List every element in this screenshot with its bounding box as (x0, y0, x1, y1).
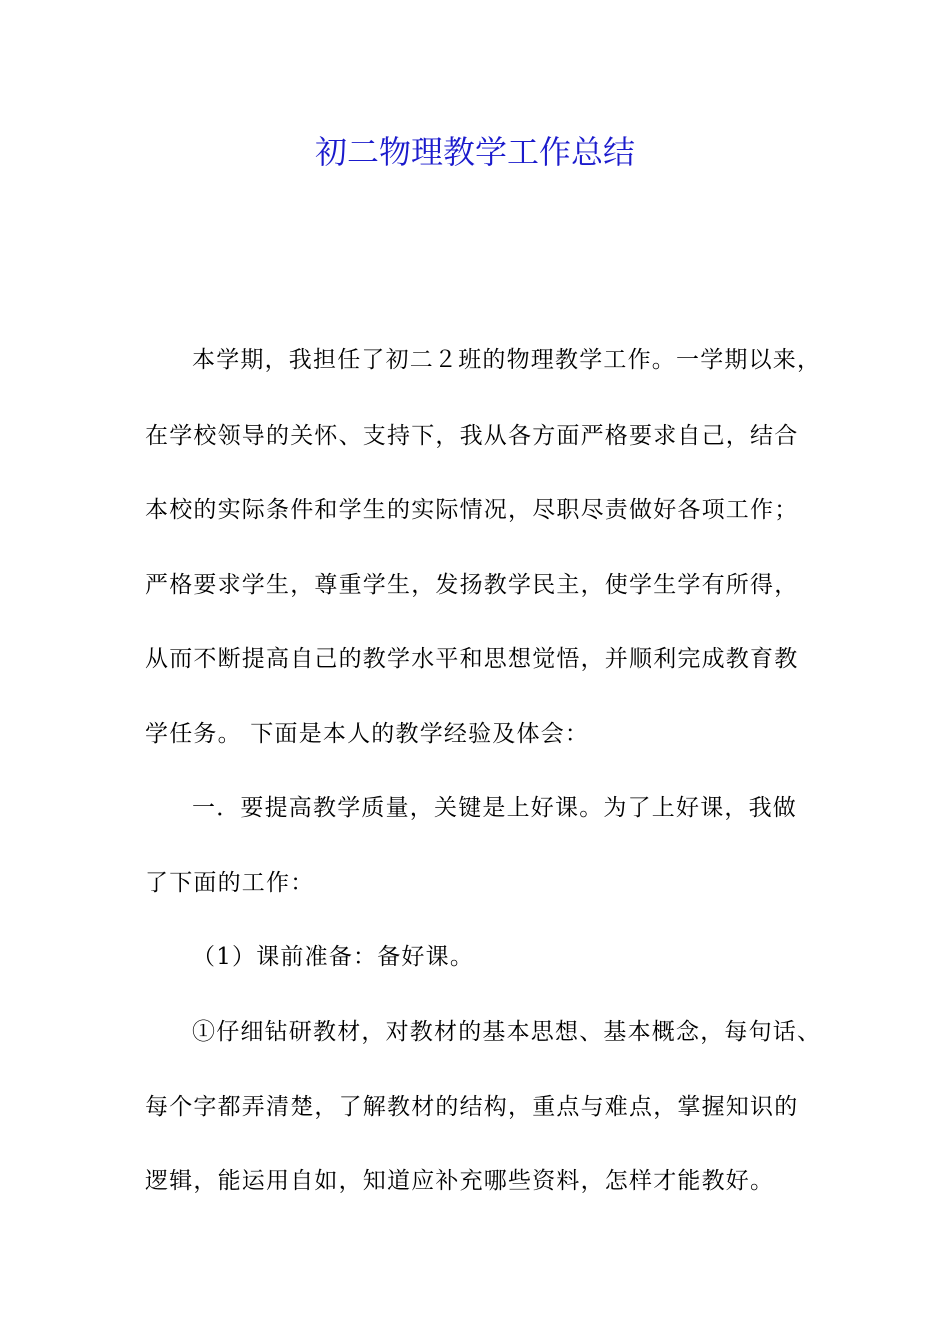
paragraph-line: （1）课前准备：备好课。 (192, 944, 475, 970)
paragraph-line: 本校的实际条件和学生的实际情况，尽职尽责做好各项工作； (145, 497, 799, 523)
paragraph-line: 本学期，我担任了初二２班的物理教学工作。一学期以来， (192, 347, 822, 373)
paragraph-line: 每个字都弄清楚，了解教材的结构，重点与难点，掌握知识的 (145, 1094, 799, 1120)
paragraph-line: 严格要求学生，尊重学生，发扬教学民主，使学生学有所得， (145, 572, 799, 598)
paragraph-line: ①仔细钻研教材，对教材的基本思想、基本概念，每句话、 (192, 1019, 822, 1045)
paragraph-line: 从而不断提高自己的教学水平和思想觉悟，并顺利完成教育教 (145, 646, 799, 672)
paragraph-line: 在学校领导的关怀、支持下，我从各方面严格要求自己，结合 (145, 423, 799, 449)
paragraph-line: 学任务。 下面是本人的教学经验及体会： (145, 721, 590, 747)
document-title: 初二物理教学工作总结 (314, 133, 635, 171)
paragraph-line: 了下面的工作： (145, 870, 315, 896)
paragraph-line: 逻辑，能运用自如，知道应补充哪些资料，怎样才能教好。 (145, 1168, 775, 1194)
paragraph-line: 一．要提高教学质量，关键是上好课。为了上好课，我做 (192, 795, 797, 821)
